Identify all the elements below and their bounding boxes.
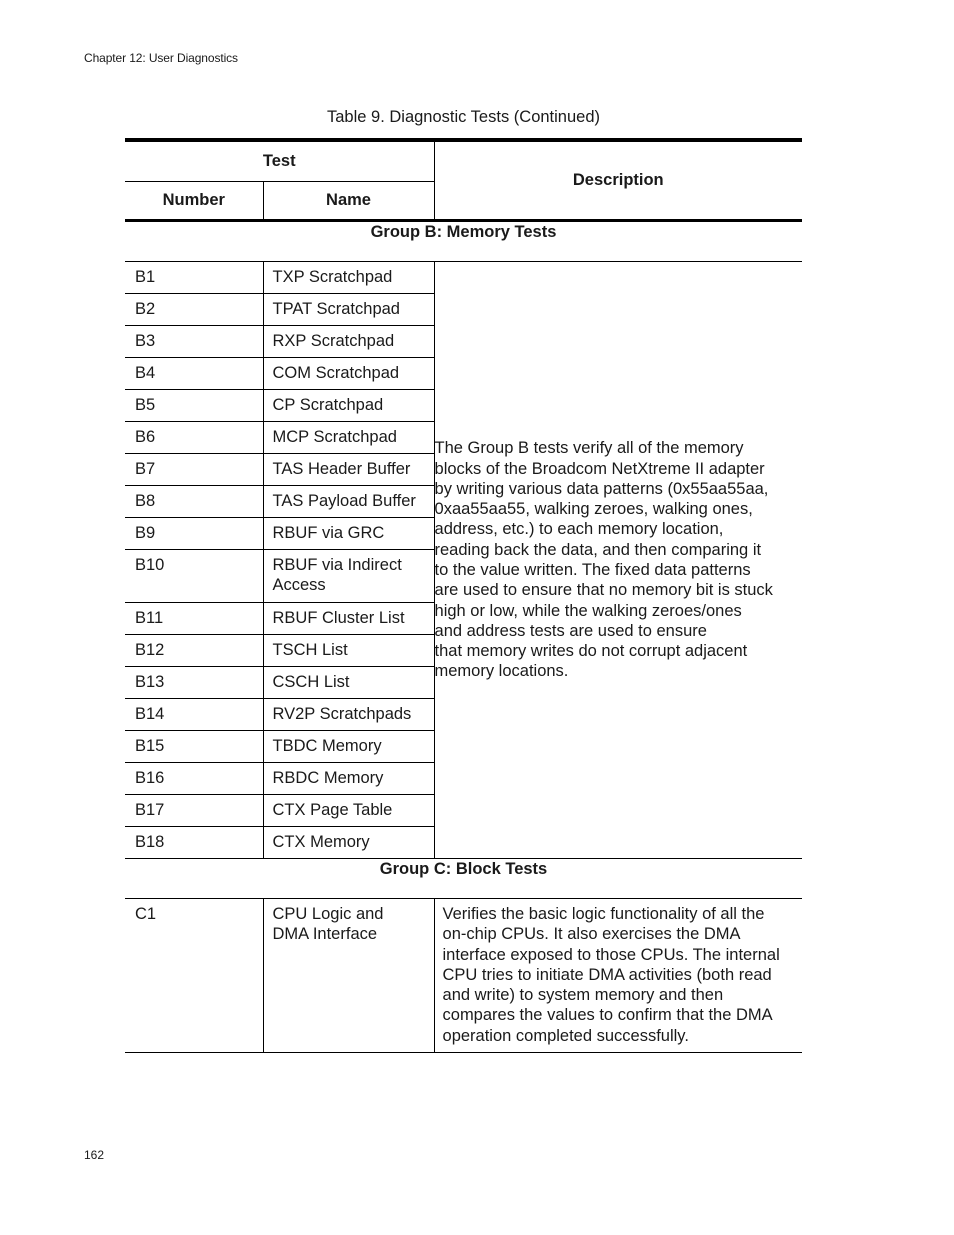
test-name: RV2P Scratchpads [263, 699, 434, 731]
description-line: high or low, while the walking zeroes/ones [434, 601, 742, 620]
test-name: TSCH List [263, 635, 434, 667]
test-name: TPAT Scratchpad [263, 294, 434, 326]
test-name [263, 899, 434, 1053]
test-number: B16 [125, 763, 263, 795]
description-line: operation completed successfully. [442, 1026, 689, 1045]
test-name: COM Scratchpad [263, 358, 434, 390]
description-line: blocks of the Broadcom NetXtreme II adapter [434, 459, 765, 478]
group-b-description [434, 262, 802, 859]
description-line: memory locations. [434, 662, 569, 681]
table-row [125, 899, 802, 1053]
header-name: Name [263, 182, 434, 221]
test-name: TAS Payload Buffer [263, 486, 434, 518]
test-number: B11 [125, 603, 263, 635]
header-description: Description [434, 140, 802, 221]
test-name: TBDC Memory [263, 731, 434, 763]
test-name: RBUF Cluster List [263, 603, 434, 635]
header-number: Number [125, 182, 263, 221]
test-name: RBDC Memory [263, 763, 434, 795]
header-test: Test [125, 140, 434, 182]
test-name: RXP Scratchpad [263, 326, 434, 358]
test-number: B3 [125, 326, 263, 358]
test-number: B6 [125, 422, 263, 454]
test-name: MCP Scratchpad [263, 422, 434, 454]
test-name: CTX Page Table [263, 795, 434, 827]
test-name: RBUF via Indirect Access [263, 550, 434, 603]
description-line: on-chip CPUs. It also exercises the DMA [442, 925, 741, 944]
test-number: B15 [125, 731, 263, 763]
test-description [434, 899, 802, 1053]
test-name: CP Scratchpad [263, 390, 434, 422]
description-line: to the value written. The fixed data patterns [434, 561, 751, 579]
diagnostic-tests-table [125, 138, 802, 1053]
description-line: are used to ensure that no memory bit is stuck [434, 581, 773, 600]
description-line: Verifies the basic logic functionality of all the [442, 905, 765, 923]
test-number: B4 [125, 358, 263, 390]
chapter-header: Chapter 12: User Diagnostics [84, 51, 238, 65]
test-number: B10 [125, 550, 263, 603]
description-line: CPU tries to initiate DMA activities (both read [442, 965, 772, 984]
description-line: The Group B tests verify all of the memory [434, 439, 744, 458]
test-number: B17 [125, 795, 263, 827]
description-line: reading back the data, and then comparing it [434, 540, 762, 559]
test-name: CTX Memory [263, 827, 434, 859]
test-number: B18 [125, 827, 263, 859]
test-number: B8 [125, 486, 263, 518]
test-number: B9 [125, 518, 263, 550]
description-line: that memory writes do not corrupt adjacent [434, 642, 748, 661]
description-line: 0xaa55aa55, walking zeroes, walking ones, [434, 500, 753, 519]
test-name: CSCH List [263, 667, 434, 699]
test-number: B14 [125, 699, 263, 731]
test-name-line: DMA Interface [272, 925, 378, 944]
test-name: TAS Header Buffer [263, 454, 434, 486]
description-line: and write) to system memory and then [442, 986, 724, 1005]
page-number: 162 [84, 1148, 105, 1162]
test-number: B1 [125, 262, 263, 294]
test-number: B12 [125, 635, 263, 667]
test-name-line: CPU Logic and [272, 905, 384, 923]
test-number: B7 [125, 454, 263, 486]
description-line: compares the values to confirm that the DMA [442, 1006, 773, 1025]
description-line: by writing various data patterns (0x55aa55aa, [434, 479, 769, 498]
group-b-title: Group B: Memory Tests [125, 221, 802, 262]
table-row [125, 262, 802, 294]
test-name: RBUF via GRC [263, 518, 434, 550]
table-caption: Table 9. Diagnostic Tests (Continued) [326, 108, 600, 126]
test-name: TXP Scratchpad [263, 262, 434, 294]
description-line: address, etc.) to each memory location, [434, 520, 724, 539]
test-number: C1 [125, 899, 263, 1053]
test-number: B5 [125, 390, 263, 422]
group-c-title: Group C: Block Tests [125, 859, 802, 899]
test-number: B13 [125, 667, 263, 699]
description-line: interface exposed to those CPUs. The internal [442, 945, 780, 964]
description-line: and address tests are used to ensure [434, 621, 707, 640]
test-number: B2 [125, 294, 263, 326]
